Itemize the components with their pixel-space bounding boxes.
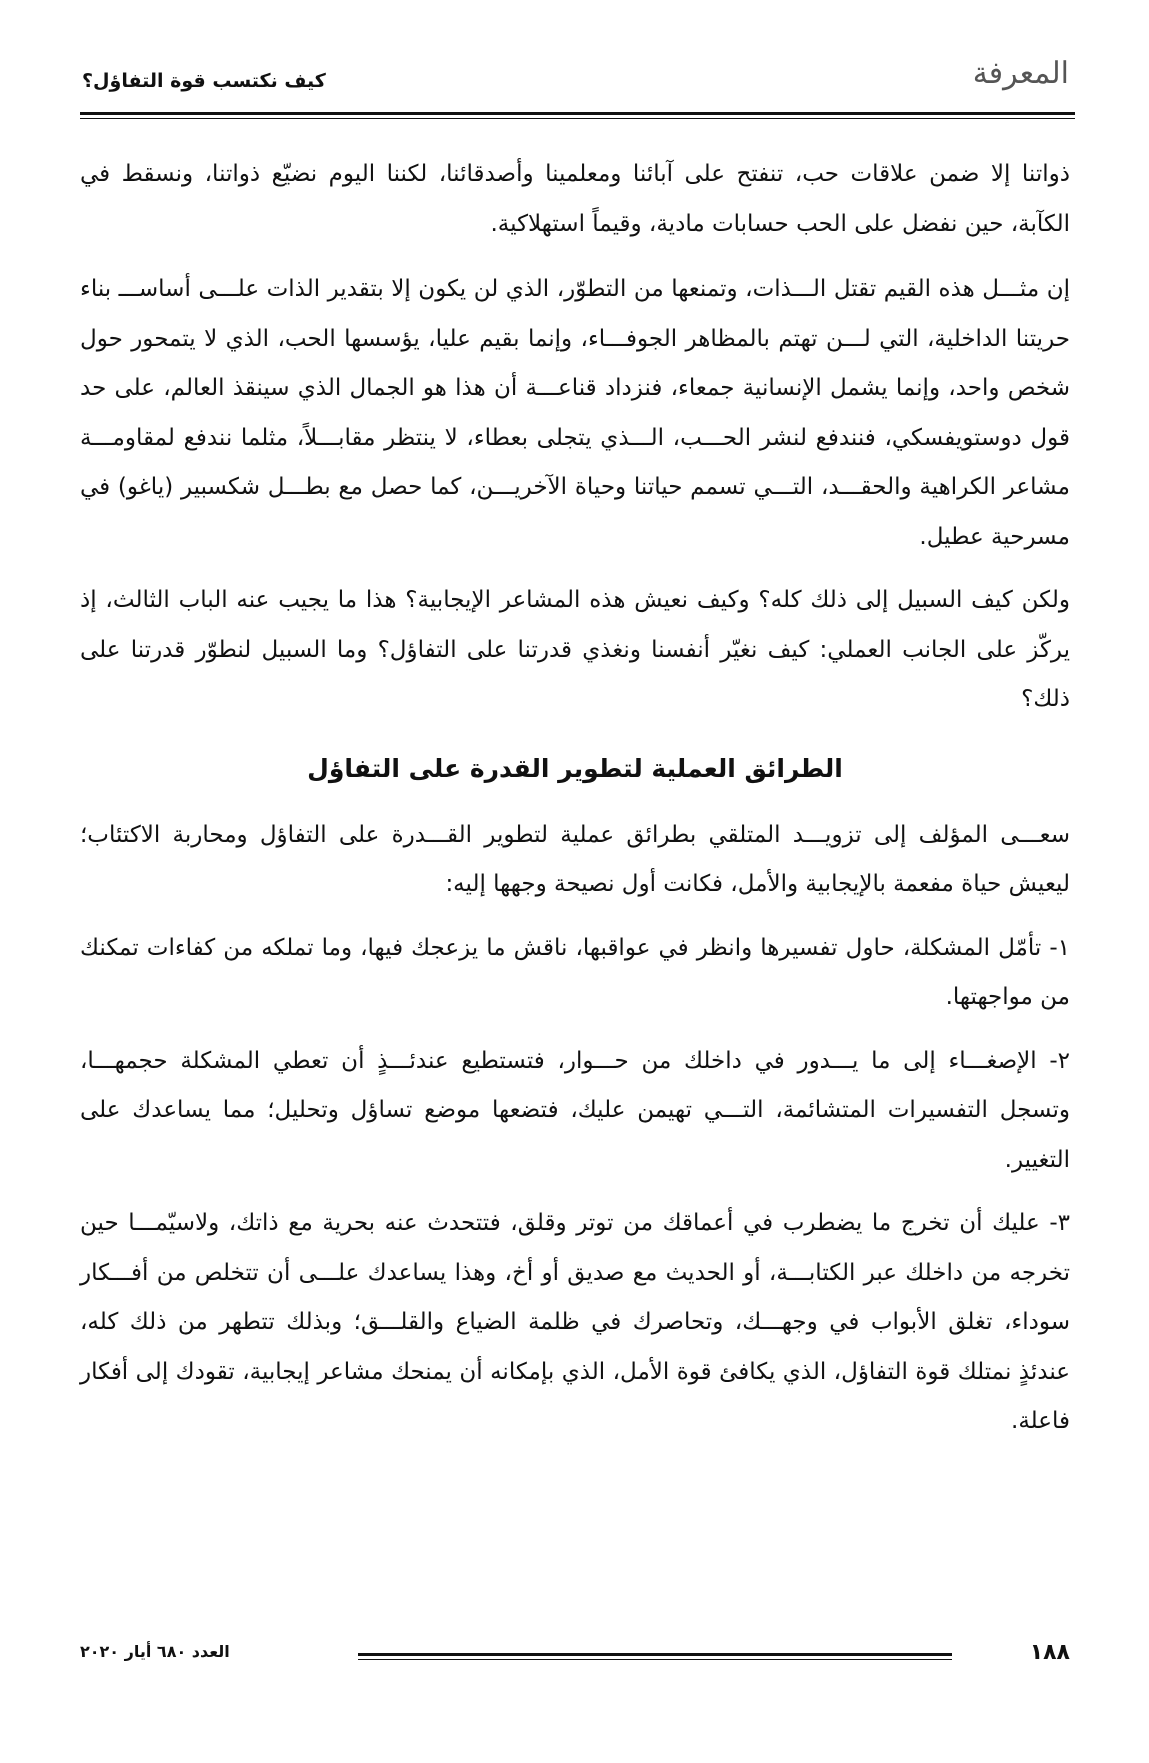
article-body bbox=[80, 150, 1070, 1461]
list-item: ٣- عليك أن تخرج ما يضطرب في أعماقك من توتر وقلق، فتتحدث عنه بحرية مع ذاتك، ولاسيّمـــا حين تخرجه من داخلك عبر الكتابـــة، أو الحديث مع صديق أو أخ، وهذا يساعدك علـــى أن تتخلص من أفـــكار سوداء، تغلق الأبواب في وجهـــك، وتحاصرك في ظلمة الضياع والقلـــق؛ وبذلك تتطهر من ذلك كله، عندئذٍ نمتلك قوة التفاؤل، الذي يكافئ قوة الأمل، الذي بإمكانه أن يمنحك مشاعر إيجابية، تقودك إلى أفكار فاعلة. bbox=[80, 1210, 1070, 1434]
page-header bbox=[80, 48, 1075, 108]
running-title: كيف نكتسب قوة التفاؤل؟ bbox=[82, 70, 326, 92]
list-item: ١- تأمّل المشكلة، حاول تفسيرها وانظر في عواقبها، ناقش ما يزعجك فيها، وما تملكه من كفاءات تمكنك من مواجهتها. bbox=[80, 934, 1070, 1010]
magazine-logo: المعرفة bbox=[972, 56, 1069, 91]
page-number: ١٨٨ bbox=[1029, 1640, 1070, 1665]
list-item: ٢- الإصغـــاء إلى ما يـــدور في داخلك من حـــوار، فتستطيع عندئـــذٍ أن تعطي المشكلة حجمهـــا، وتسجل التفسيرات المتشائمة، التـــي تهيمن عليك، فتضعها موضع تساؤل وتحليل؛ مما يساعدك على التغيير. bbox=[80, 1047, 1070, 1173]
section-heading: الطرائق العملية لتطوير القدرة على التفاؤل bbox=[307, 753, 843, 783]
footer-divider bbox=[358, 1653, 952, 1660]
paragraph: سعـــى المؤلف إلى تزويـــد المتلقي بطرائق عملية لتطوير القـــدرة على التفاؤل ومحاربة الاكتئاب؛ ليعيش حياة مفعمة بالإيجابية والأمل، فكانت أول نصيحة وجهها إليه: bbox=[80, 821, 1070, 897]
paragraph: ولكن كيف السبيل إلى ذلك كله؟ وكيف نعيش هذه المشاعر الإيجابية؟ هذا ما يجيب عنه الباب الثالث، إذ يركّز على الجانب العملي: كيف نغيّر أنفسنا ونغذي قدرتنا على التفاؤل؟ وما السبيل لنطوّر قدرتنا على ذلك؟ bbox=[80, 587, 1070, 712]
paragraph: ذواتنا إلا ضمن علاقات حب، تنفتح على آبائنا ومعلمينا وأصدقائنا، لكننا اليوم نضيّع ذواتنا، ونسقط في الكآبة، حين نفضل على الحب حسابات مادية، وقيماً استهلاكية. bbox=[80, 161, 1070, 237]
paragraph: إن مثـــل هذه القيم تقتل الـــذات، وتمنعها من التطوّر، الذي لن يكون إلا بتقدير الذات علـــى أساســـ بناء حريتنا الداخلية، التي لـــن تهتم بالمظاهر الجوفـــاء، وإنما بقيم عليا، يؤسسها الحب، الذي لا يتمحور حول شخص واحد، وإنما يشمل الإنسانية جمعاء، فنزداد قناعـــة أن هذا هو الجمال الذي سينقذ العالم، على حد قول دوستويفسكي، فنندفع لنشر الحـــب، الـــذي يتجلى بعطاء، لا ينتظر مقابـــلاً، مثلما نندفع لمقاومـــة مشاعر الكراهية والحقـــد، التـــي تسمم حياتنا وحياة الآخريـــن، كما حصل مع بطـــل شكسبير (ياغو) في مسرحية عطيل. bbox=[80, 276, 1070, 550]
header-divider bbox=[80, 112, 1075, 119]
page-footer bbox=[80, 1640, 1070, 1670]
issue-info: العدد ٦٨٠ أيار ٢٠٢٠ bbox=[80, 1642, 230, 1661]
